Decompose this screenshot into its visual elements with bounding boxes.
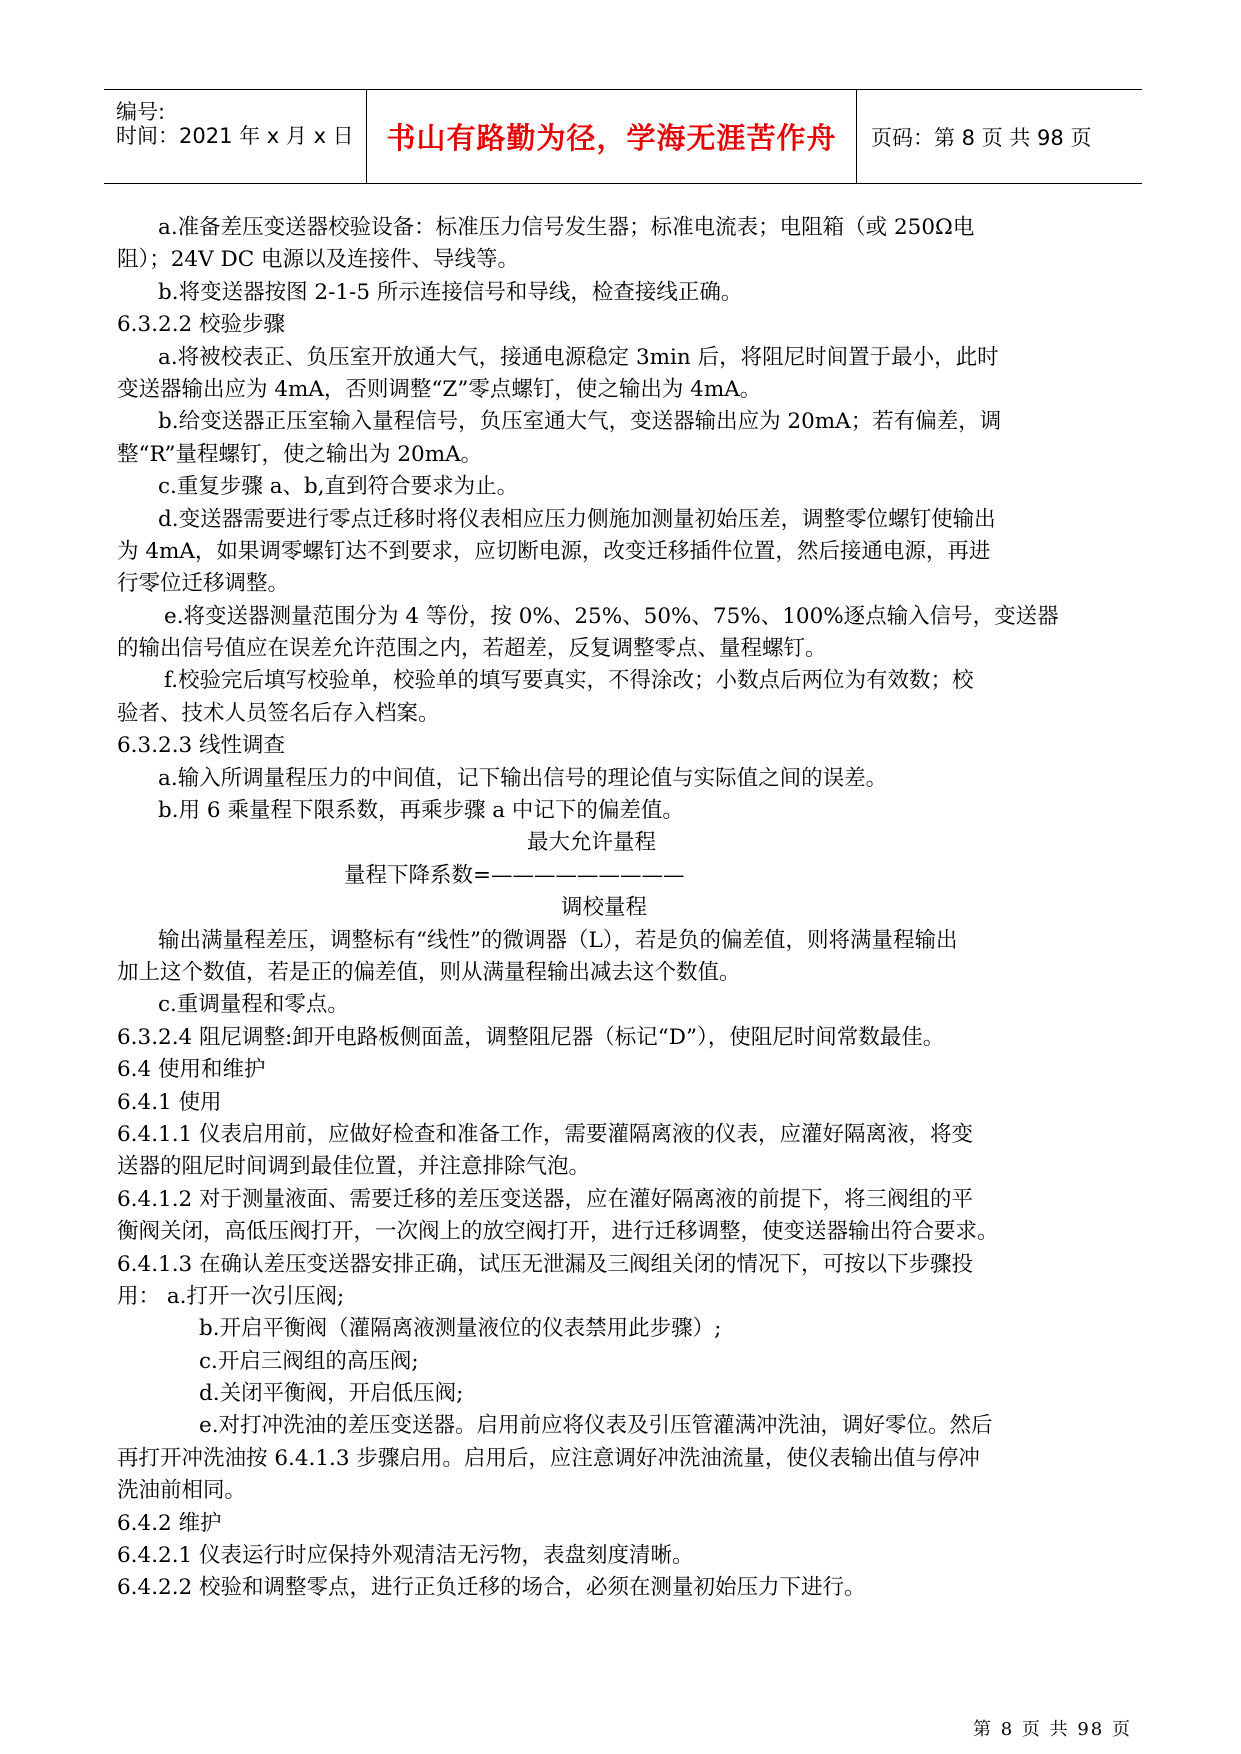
body-line: 行零位迁移调整。: [117, 571, 290, 597]
document-time-label: 时间：2021 年 x 月 x 日: [116, 124, 354, 148]
body-line: 调校量程: [561, 895, 648, 921]
body-line: 6.4.2.1 仪表运行时应保持外观清洁无污物，表盘刻度清晰。: [117, 1543, 694, 1569]
body-line: 6.3.2.4 阻尼调整:卸开电路板侧面盖，调整阻尼器（标记“D”），使阻尼时间常数最佳。: [117, 1024, 945, 1050]
body-line: b.给变送器正压室输入量程信号，负压室通大气，变送器输出应为 20mA；若有偏差，调: [158, 409, 1002, 435]
body-line: c.开启三阀组的高压阀;: [199, 1348, 419, 1374]
body-line: 6.3.2.3 线性调查: [117, 733, 286, 759]
body-line: d.变送器需要进行零点迁移时将仪表相应压力侧施加测量初始压差，调整零位螺钉使输出: [158, 506, 996, 532]
body-line: 输出满量程差压，调整标有“线性”的微调器（L），若是负的偏差值，则将满量程输出: [158, 927, 958, 953]
body-line: 验者、技术人员签名后存入档案。: [117, 700, 440, 726]
body-line: c.重复步骤 a、b,直到符合要求为止。: [158, 474, 519, 500]
body-line: b.开启平衡阀（灌隔离液测量液位的仪表禁用此步骤）;: [199, 1316, 722, 1342]
body-line: 6.4 使用和维护: [117, 1057, 266, 1083]
body-line: b.用 6 乘量程下限系数，再乘步骤 a 中记下的偏差值。: [158, 798, 684, 824]
header-left-cell: [104, 90, 367, 183]
body-line: 6.4.1 使用: [117, 1089, 222, 1115]
body-line: 6.4.2.2 校验和调整零点，进行正负迁移的场合，必须在测量初始压力下进行。: [117, 1575, 866, 1601]
body-line: a.准备差压变送器校验设备：标准压力信号发生器；标准电流表；电阻箱（或 250Ω电: [158, 215, 975, 240]
body-line: 6.4.1.2 对于测量液面、需要迁移的差压变送器，应在灌好隔离液的前提下，将三阀组的平: [117, 1186, 974, 1212]
page-footer: 第 8 页 共 98 页: [973, 1719, 1132, 1740]
body-line: a.输入所调量程压力的中间值，记下输出信号的理论值与实际值之间的误差。: [158, 765, 888, 791]
body-line: f.校验完后填写校验单，校验单的填写要真实，不得涂改；小数点后两位为有效数；校: [164, 668, 974, 694]
body-line: b.将变送器按图 2-1-5 所示连接信号和导线，检查接线正确。: [158, 279, 743, 305]
body-line: 用： a.打开一次引压阀;: [117, 1283, 345, 1309]
body-line: 阻）；24V DC 电源以及连接件、导线等。: [117, 247, 519, 273]
body-line: 衡阀关闭，高低压阀打开，一次阀上的放空阀打开，进行迁移调整，使变送器输出符合要求。: [117, 1219, 999, 1245]
body-line: 再打开冲洗油按 6.4.1.3 步骤启用。启用后，应注意调好冲洗油流量，使仪表输出值与停冲: [117, 1445, 980, 1471]
body-line: 洗油前相同。: [117, 1478, 247, 1504]
body-line: 6.4.1.1 仪表启用前，应做好检查和准备工作，需要灌隔离液的仪表，应灌好隔离液，将变: [117, 1121, 974, 1147]
body-line: 量程下降系数=—————————: [344, 862, 685, 888]
body-line: a.将被校表正、负压室开放通大气，接通电源稳定 3min 后，将阻尼时间置于最小，此时: [158, 344, 999, 370]
header-motto: 书山有路勤为径，学海无涯苦作舟: [367, 90, 857, 183]
body-line: 最大允许量程: [527, 830, 657, 856]
page-header: [104, 89, 1142, 184]
header-page-label: 页码：第 8 页 共 98 页: [871, 125, 1092, 150]
document-number-label: 编号:: [116, 100, 166, 124]
body-line: c.重调量程和零点。: [158, 992, 349, 1018]
body-line: 6.4.1.3 在确认差压变送器安排正确，试压无泄漏及三阀组关闭的情况下，可按以下步骤投: [117, 1251, 974, 1277]
body-line: 加上这个数值，若是正的偏差值，则从满量程输出减去这个数值。: [117, 959, 741, 985]
body-line: 送器的阻尼时间调到最佳位置，并注意排除气泡。: [117, 1154, 591, 1180]
body-line: 变送器输出应为 4mA，否则调整“Z”零点螺钉，使之输出为 4mA。: [117, 376, 762, 402]
body-line: 的输出信号值应在误差允许范围之内，若超差，反复调整零点、量程螺钉。: [117, 636, 827, 662]
body-line: 6.4.2 维护: [117, 1510, 222, 1536]
document-body: [117, 212, 1127, 1605]
body-line: e.对打冲洗油的差压变送器。启用前应将仪表及引压管灌满冲洗油，调好零位。然后: [199, 1413, 993, 1439]
body-line: d.关闭平衡阀，开启低压阀;: [199, 1381, 464, 1407]
body-line: e.将变送器测量范围分为 4 等份，按 0%、25%、50%、75%、100%逐点输入信号，变送器: [164, 603, 1059, 629]
body-line: 为 4mA，如果调零螺钉达不到要求，应切断电源，改变迁移插件位置，然后接通电源，再进: [117, 538, 991, 564]
body-line: 整“R”量程螺钉，使之输出为 20mA。: [117, 441, 483, 467]
body-line: 6.3.2.2 校验步骤: [117, 312, 286, 338]
